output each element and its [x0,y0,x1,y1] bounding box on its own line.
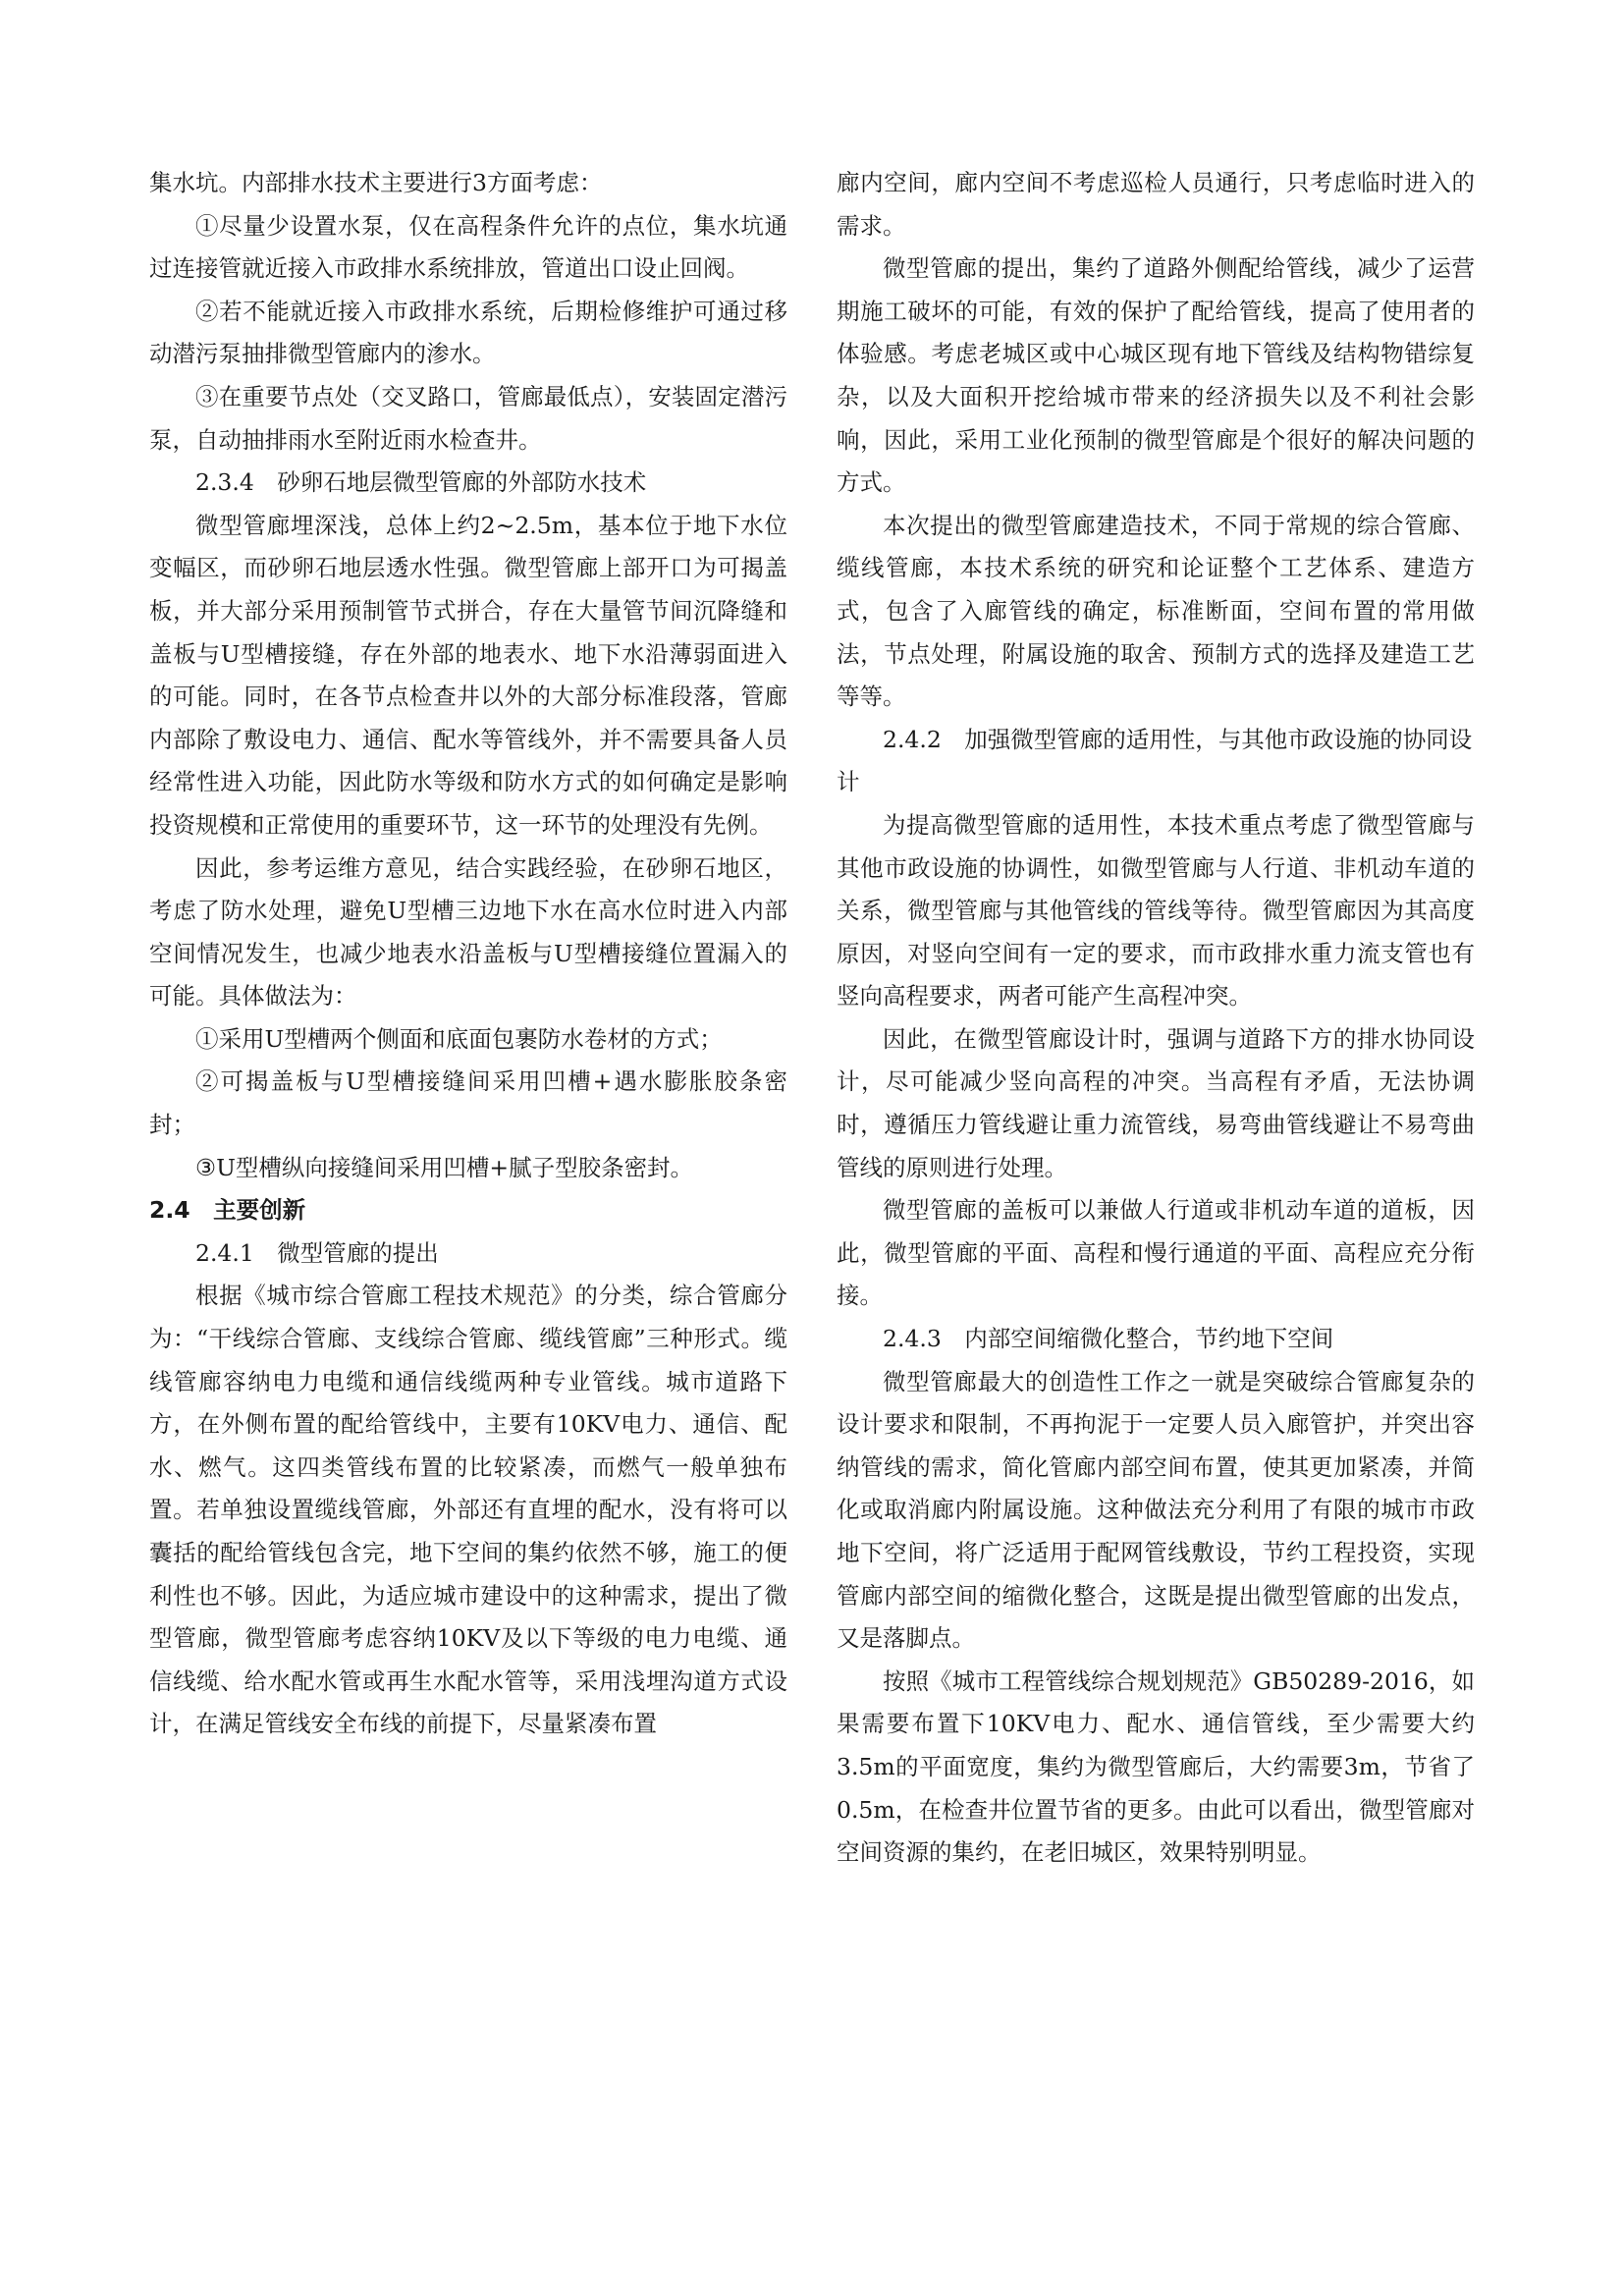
paragraph: ③U型槽纵向接缝间采用凹槽+腻子型胶条密封。 [195,1153,694,1181]
paragraph: 本次提出的微型管廊建造技术，不同于常规的综合管廊、缆线管廊，本技术系统的研究和论证整个工艺体系、建造方式，包含了入廊管线的确定，标准断面，空间布置的常用做法，节点处理，附属设施的取舍、预制方式的选择及建造工艺等等。 [837,511,1475,711]
paragraph: 因此，在微型管廊设计时，强调与道路下方的排水协同设计，尽可能减少竖向高程的冲突。当高程有矛盾，无法协调时，遵循压力管线避让重力流管线，易弯曲管线避让不易弯曲管线的原则进行处理。 [837,1024,1475,1181]
paragraph: ①尽量少设置水泵，仅在高程条件允许的点位，集水坑通过连接管就近接入市政排水系统排放，管道出口设止回阀。 [149,211,787,283]
paragraph: 按照《城市工程管线综合规划规范》GB50289-2016，如果需要布置下10KV电力、配水、通信管线，至少需要大约3.5m的平面宽度，集约为微型管廊后，大约需要3m，节省了0.5m，在检查井位置节省的更多。由此可以看出，微型管廊对空间资源的集约，在老旧城区，效果特别明显。 [837,1667,1475,1867]
paragraph: 集水坑。内部排水技术主要进行3方面考虑： [149,169,603,196]
left-column [149,162,787,1875]
paragraph: ②可揭盖板与U型槽接缝间采用凹槽+遇水膨胀胶条密封； [149,1067,787,1139]
paragraph: 微型管廊埋深浅，总体上约2~2.5m，基本位于地下水位变幅区，而砂卵石地层透水性强。微型管廊上部开口为可揭盖板，并大部分采用预制管节式拼合，存在大量管节间沉降缝和盖板与U型槽接缝，存在外部的地表水、地下水沿薄弱面进入的可能。同时，在各节点检查井以外的大部分标准段落，管廊内部除了敷设电力、通信、配水等管线外，并不需要具备人员经常性进入功能，因此防水等级和防水方式的如何确定是影响投资规模和正常使用的重要环节，这一环节的处理没有先例。 [149,511,787,839]
section-heading-2-4: 2.4 主要创新 [149,1196,306,1225]
paragraph: 根据《城市综合管廊工程技术规范》的分类，综合管廊分为：“干线综合管廊、支线综合管廊、缆线管廊”三种形式。缆线管廊容纳电力电缆和通信线缆两种专业管线。城市道路下方，在外侧布置的配给管线中，主要有10KV电力、通信、配水、燃气。这四类管线布置的比较紧凑，而燃气一般单独布置。若单独设置缆线管廊，外部还有直埋的配水，没有将可以囊括的配给管线包含完，地下空间的集约依然不够，施工的便利性也不够。因此，为适应城市建设中的这种需求，提出了微型管廊，微型管廊考虑容纳10KV及以下等级的电力电缆、通信线缆、给水配水管或再生水配水管等，采用浅埋沟道方式设计，在满足管线安全布线的前提下，尽量紧凑布置 [149,1282,787,1738]
section-heading-2-3-4: 2.3.4 砂卵石地层微型管廊的外部防水技术 [195,468,647,497]
paragraph: 为提高微型管廊的适用性，本技术重点考虑了微型管廊与其他市政设施的协调性，如微型管廊与人行道、非机动车道的关系，微型管廊与其他管线的管线等待。微型管廊因为其高度原因，对竖向空间有一定的要求，而市政排水重力流支管也有竖向高程要求，两者可能产生高程冲突。 [837,810,1475,1011]
paragraph: 微型管廊的盖板可以兼做人行道或非机动车道的道板，因此，微型管廊的平面、高程和慢行通道的平面、高程应充分衔接。 [837,1196,1475,1310]
page-body [149,162,1475,1875]
section-heading-2-4-2: 2.4.2 加强微型管廊的适用性，与其他市政设施的协同设计 [837,725,1473,796]
paragraph: 微型管廊的提出，集约了道路外侧配给管线，减少了运营期施工破坏的可能，有效的保护了配给管线，提高了使用者的体验感。考虑老城区或中心城区现有地下管线及结构物错综复杂，以及大面积开挖给城市带来的经济损失以及不利社会影响，因此，采用工业化预制的微型管廊是个很好的解决问题的方式。 [837,254,1475,497]
section-heading-2-4-3: 2.4.3 内部空间缩微化整合，节约地下空间 [883,1325,1334,1353]
right-column [837,162,1475,1875]
paragraph: ①采用U型槽两个侧面和底面包裹防水卷材的方式； [195,1024,723,1053]
paragraph: 廊内空间，廊内空间不考虑巡检人员通行，只考虑临时进入的需求。 [837,169,1475,240]
paragraph: ③在重要节点处（交叉路口，管廊最低点），安装固定潜污泵，自动抽排雨水至附近雨水检查井。 [149,382,787,454]
paragraph: ②若不能就近接入市政排水系统，后期检修维护可通过移动潜污泵抽排微型管廊内的渗水。 [149,297,787,368]
section-heading-2-4-1: 2.4.1 微型管廊的提出 [195,1238,439,1267]
paragraph: 微型管廊最大的创造性工作之一就是突破综合管廊复杂的设计要求和限制，不再拘泥于一定要人员入廊管护，并突出容纳管线的需求，简化管廊内部空间布置，使其更加紧凑，并简化或取消廊内附属设施。这种做法充分利用了有限的城市市政地下空间，将广泛适用于配网管线敷设，节约工程投资，实现管廊内部空间的缩微化整合，这既是提出微型管廊的出发点，又是落脚点。 [837,1367,1475,1653]
paragraph: 因此，参考运维方意见，结合实践经验，在砂卵石地区，考虑了防水处理，避免U型槽三边地下水在高水位时进入内部空间情况发生，也减少地表水沿盖板与U型槽接缝位置漏入的可能。具体做法为： [149,853,787,1011]
